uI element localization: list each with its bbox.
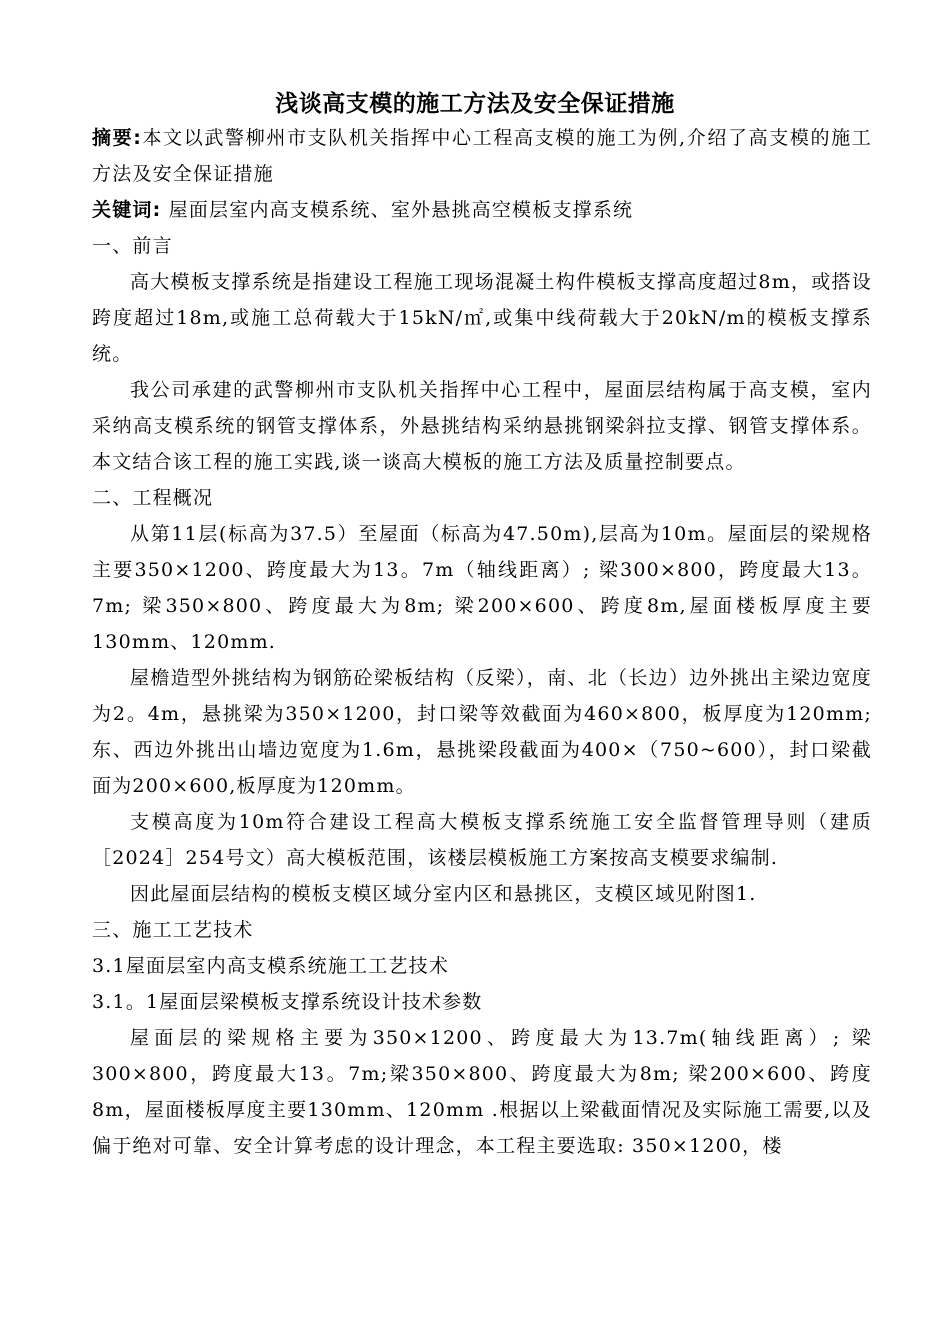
overview-paragraph-4: 因此屋面层结构的模板支模区域分室内区和悬挑区，支模区域见附图1.: [130, 883, 757, 905]
technology-paragraph-1: 屋面层的梁规格主要为350×1200、跨度最大为13.7m(轴线距离）; 梁300×800，跨度最大13。7m;梁350×800、跨度最大为8m; 梁200×600、跨度8m，屋面楼板厚度主要130mm、120mm .根据以上梁截面情况及实际施工需要,以及偏于绝对可靠、安全计算考虑的设计理念，本工程主要选取: 350×1200，楼: [92, 1027, 872, 1157]
section-heading-preface: 一、前言: [92, 235, 173, 257]
overview-paragraph-3: 支模高度为10m符合建设工程高大模板支撑系统施工安全监督管理导则（建质［2024］254号文）高大模板范围，该楼层模板施工方案按高支模要求编制.: [92, 811, 872, 869]
keywords-text: 屋面层室内高支模系统、室外悬挑高空模板支撑系统: [161, 199, 634, 221]
subsection-heading-3-1: 3.1屋面层室内高支模系统施工工艺技术: [92, 955, 450, 977]
overview-paragraph-1: 从第11层(标高为37.5）至屋面（标高为47.50m),层高为10m。屋面层的梁规格主要350×1200、跨度最大为13。7m（轴线距离）; 梁300×800，跨度最大13。7m; 梁350×800、跨度最大为8m; 梁200×600、跨度8m,屋面楼板厚度主要130mm、120mm.: [92, 523, 872, 653]
abstract-label: 摘要:: [92, 127, 143, 149]
section-heading-technology: 三、施工工艺技术: [92, 919, 254, 941]
overview-paragraph-2: 屋檐造型外挑结构为钢筋砼梁板结构（反梁），南、北（长边）边外挑出主梁边宽度为2。4m，悬挑梁为350×1200，封口梁等效截面为460×800，板厚度为120mm;东、西边外挑出山墙边宽度为1.6m，悬挑梁段截面为400×（750~600），封口梁截面为200×600,板厚度为120mm。: [92, 667, 872, 797]
abstract-paragraph: [92, 120, 872, 192]
section-heading-overview: 二、工程概况: [92, 487, 214, 509]
document-body: [92, 120, 872, 1164]
preface-paragraph-1: 高大模板支撑系统是指建设工程施工现场混凝土构件模板支撑高度超过8m，或搭设跨度超过18m,或施工总荷载大于15kN/㎡,或集中线荷载大于20kN/m的模板支撑系统。: [92, 271, 872, 365]
document-title: 浅谈高支模的施工方法及安全保证措施: [275, 91, 675, 117]
keywords-label: 关键词:: [92, 199, 162, 221]
subsection-heading-3-1-1: 3.1。1屋面层梁模板支撑系统设计技术参数: [92, 991, 483, 1013]
abstract-text: 本文以武警柳州市支队机关指挥中心工程高支模的施工为例,介绍了高支模的施工方法及安全保证措施: [92, 127, 872, 185]
keywords-paragraph: [92, 192, 872, 228]
preface-paragraph-2: 我公司承建的武警柳州市支队机关指挥中心工程中，屋面层结构属于高支模，室内采纳高支模系统的钢管支撑体系，外悬挑结构采纳悬挑钢梁斜拉支撑、钢管支撑体系。本文结合该工程的施工实践,谈一谈高大模板的施工方法及质量控制要点。: [92, 379, 872, 473]
